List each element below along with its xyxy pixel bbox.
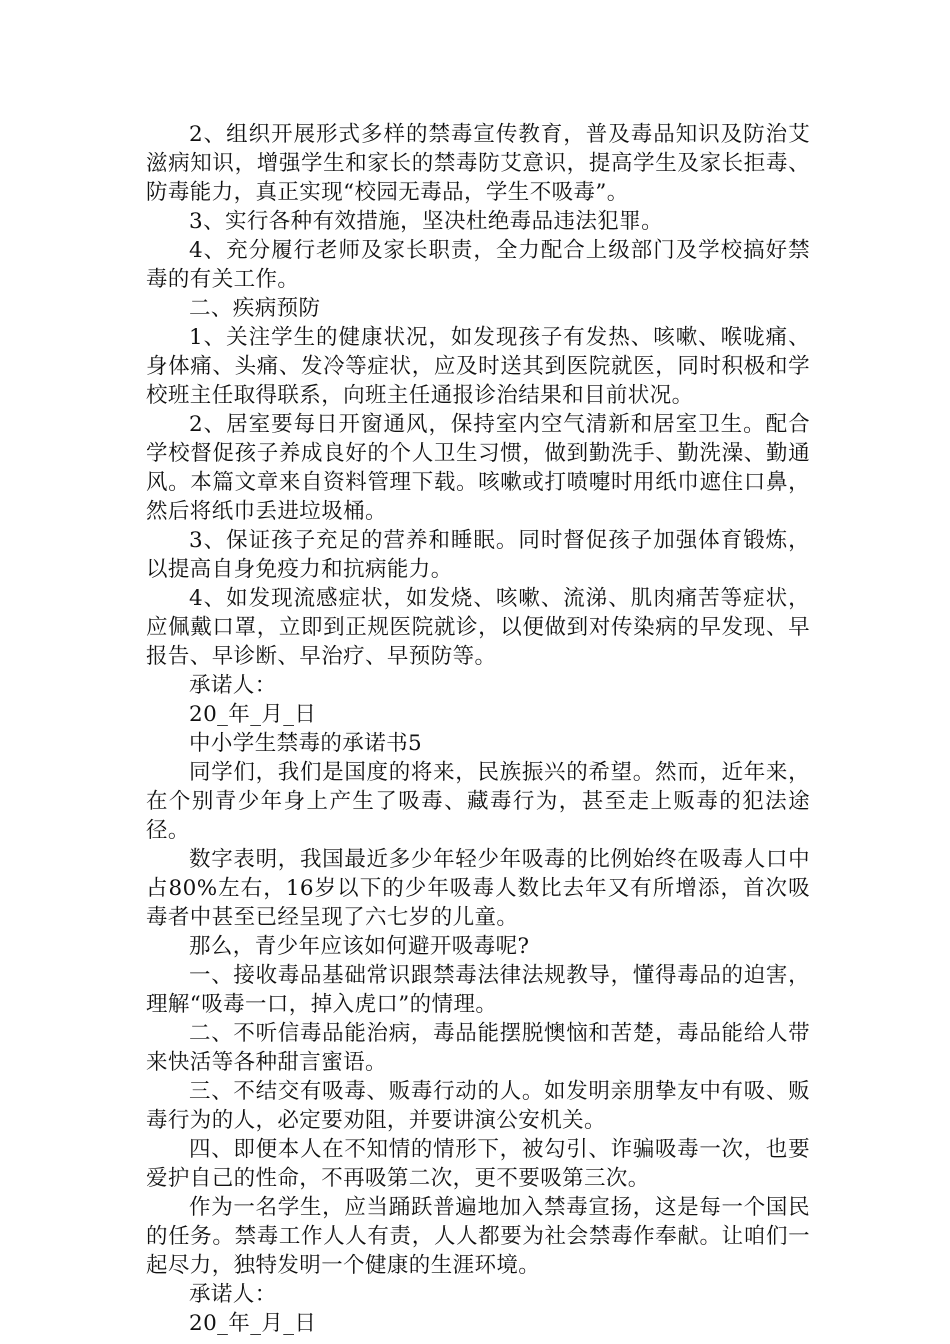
date-line: 20_年_月_日 [189, 702, 317, 727]
paragraph-health-status: 1、关注学生的健康状况，如发现孩子有发热、咳嗽、喉咙痛、身体痛、头痛、发冷等症状，应及时送其到医院就医，同时积极和学校班主任取得联系，向班主任通报诊治结果和目前状况。 [146, 325, 810, 408]
list-item-three: 三、不结交有吸毒、贩毒行动的人。如发明亲朋挚友中有吸、贩毒行为的人，必定要劝阻，并要讲演公安机关。 [146, 1079, 810, 1133]
list-item-two: 二、不听信毒品能治病，毒品能摆脱懊恼和苦楚，毒品能给人带来快活等各种甜言蜜语。 [146, 1021, 810, 1075]
section-heading-disease-prevention: 二、疾病预防 [189, 296, 321, 321]
paragraph-duties: 4、充分履行老师及家长职责，全力配合上级部门及学校搞好禁毒的有关工作。 [146, 238, 810, 292]
list-item-four: 四、即便本人在不知情的情形下，被勾引、诈骗吸毒一次，也要爱护自己的性命，不再吸第二次，更不要吸第三次。 [146, 1137, 810, 1191]
paragraph-flu-symptoms: 4、如发现流感症状，如发烧、咳嗽、流涕、肌肉痛苦等症状，应佩戴口罩，立即到正规医院就诊，以便做到对传染病的早发现、早报告、早诊断、早治疗、早预防等。 [146, 586, 810, 669]
paragraph-statistics: 数字表明，我国最近多少年轻少年吸毒的比例始终在吸毒人口中占80%左右，16岁以下的少年吸毒人数比去年又有所增添，首次吸毒者中甚至已经呈现了六七岁的儿童。 [146, 847, 810, 930]
document-section-title: 中小学生禁毒的承诺书5 [189, 731, 423, 756]
paragraph-intro: 同学们，我们是国度的将来，民族振兴的希望。然而，近年来，在个别青少年身上产生了吸毒、藏毒行为，甚至走上贩毒的犯法途径。 [146, 760, 810, 843]
signature-label: 承诺人： [189, 1282, 277, 1307]
paragraph-question: 那么，青少年应该如何避开吸毒呢? [189, 934, 530, 959]
paragraph-conclusion: 作为一名学生，应当踊跃普遍地加入禁毒宣扬，这是每一个国民的任务。禁毒工作人人有责，人人都要为社会禁毒作奉献。让咱们一起尽力，独特发明一个健康的生涯环境。 [146, 1195, 810, 1278]
paragraph-ventilation: 2、居室要每日开窗通风，保持室内空气清新和居室卫生。配合学校督促孩子养成良好的个人卫生习惯，做到勤洗手、勤洗澡、勤通风。本篇文章来自资料管理下载。咳嗽或打喷嚏时用纸巾遮住口鼻，然后将纸巾丢进垃圾桶。 [146, 412, 810, 524]
paragraph-measures: 3、实行各种有效措施，坚决杜绝毒品违法犯罪。 [189, 209, 663, 234]
signature-label: 承诺人： [189, 673, 277, 698]
date-line: 20_年_月_日 [189, 1311, 317, 1336]
paragraph-drug-education: 2、组织开展形式多样的禁毒宣传教育，普及毒品知识及防治艾滋病知识，增强学生和家长的禁毒防艾意识，提高学生及家长拒毒、防毒能力，真正实现“校园无毒品，学生不吸毒”。 [146, 122, 810, 205]
document-body [146, 120, 810, 1338]
list-item-one: 一、接收毒品基础常识跟禁毒法律法规教导，懂得毒品的迫害，理解“吸毒一口，掉入虎口”的情理。 [146, 963, 810, 1017]
paragraph-nutrition: 3、保证孩子充足的营养和睡眠。同时督促孩子加强体育锻炼，以提高自身免疫力和抗病能力。 [146, 528, 810, 582]
